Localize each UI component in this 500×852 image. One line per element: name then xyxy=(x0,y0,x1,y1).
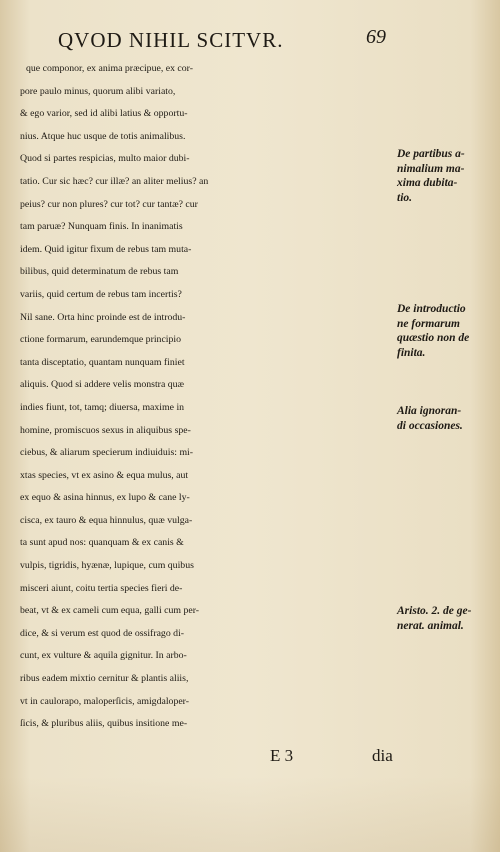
text-line: indies fiunt, tot, tamq; diuersa, maxime in xyxy=(20,401,185,413)
bottom-margin xyxy=(0,776,500,852)
text-line: Nil sane. Orta hinc proinde est de introdu- xyxy=(20,311,186,323)
text-line: Quod si partes respicias, multo maior dubi- xyxy=(20,153,190,165)
text-line: cisca, ex tauro & equa hinnulus, quæ vulga- xyxy=(20,514,193,526)
text-line: tanta disceptatio, quantam nunquam finiet xyxy=(20,356,185,368)
text-line: ciebus, & aliarum specierum indiuiduis: mi- xyxy=(20,447,194,459)
text-line: ſicis, & pluribus aliis, quibus insitione me- xyxy=(20,718,188,730)
text-line: idem. Quid igitur fixum de rebus tam muta- xyxy=(20,243,192,255)
text-line: tatio. Cur sic hæc? cur illæ? an aliter melius? an xyxy=(20,175,209,187)
text-line: tam paruæ? Nunquam finis. In inanimatis xyxy=(20,221,183,233)
text-line: & ego varior, sed id alibi latius & opportu- xyxy=(20,108,188,120)
text-line: aliquis. Quod si addere velis monstra quæ xyxy=(20,379,185,391)
text-line: ta sunt apud nos: quanquam & ex canis & xyxy=(20,537,184,549)
text-line: vt in caulorapo, maloperſicis, amigdaloper- xyxy=(20,695,190,707)
main-text-column xyxy=(20,58,405,736)
text-line: dice, & si verum est quod de ossifrago di- xyxy=(20,627,185,639)
text-line: nius. Atque huc usque de totis animalibus. xyxy=(20,130,186,142)
text-line: peius? cur non plures? cur tot? cur tantæ? cur xyxy=(20,198,198,210)
text-line: variis, quid certum de rebus tam incertis? xyxy=(20,288,182,300)
text-line: que componor, ex anima præcipue, ex cor- xyxy=(26,63,193,74)
text-line: homine, promiscuos sexus in aliquibus spe- xyxy=(20,424,191,436)
page-header xyxy=(58,22,386,56)
text-line: cunt, ex vulture & aquila gignitur. In arbo- xyxy=(20,650,187,662)
margin-note: De partibus a- nimalium ma- xima dubita- tio. xyxy=(397,148,465,204)
margin-note: De introductio ne formarum quæstio non de finita. xyxy=(397,303,470,359)
margin-note: Aristo. 2. de ge- nerat. animal. xyxy=(397,605,472,632)
text-line: misceri aiunt, coitu tertia species fieri de- xyxy=(20,582,183,594)
text-line: beat, vt & ex cameli cum equa, galli cum per- xyxy=(20,605,200,617)
page-footer xyxy=(0,746,500,776)
page-number: 69 xyxy=(366,26,386,48)
signature-mark: E 3 xyxy=(270,746,294,765)
text-line: pore paulo minus, quorum alibi variato, xyxy=(20,85,176,97)
text-line: ex equo & asina hinnus, ex lupo & cane ly- xyxy=(20,492,190,504)
text-line: vulpis, tigridis, hyænæ, lupique, cum quibus xyxy=(20,560,194,572)
text-line: ctione formarum, earundemque principio xyxy=(20,334,182,346)
text-line: bilibus, quid determinatum de rebus tam xyxy=(20,266,179,278)
catchword: dia xyxy=(372,746,393,765)
text-line: ribus eadem mixtio cernitur & plantis aliis, xyxy=(20,673,189,685)
margin-note: Alia ignoran- di occasiones. xyxy=(397,405,463,432)
running-title: QVOD NIHIL SCITVR. xyxy=(58,28,284,52)
text-line: xtas species, vt ex asino & equa mulus, aut xyxy=(20,469,189,481)
